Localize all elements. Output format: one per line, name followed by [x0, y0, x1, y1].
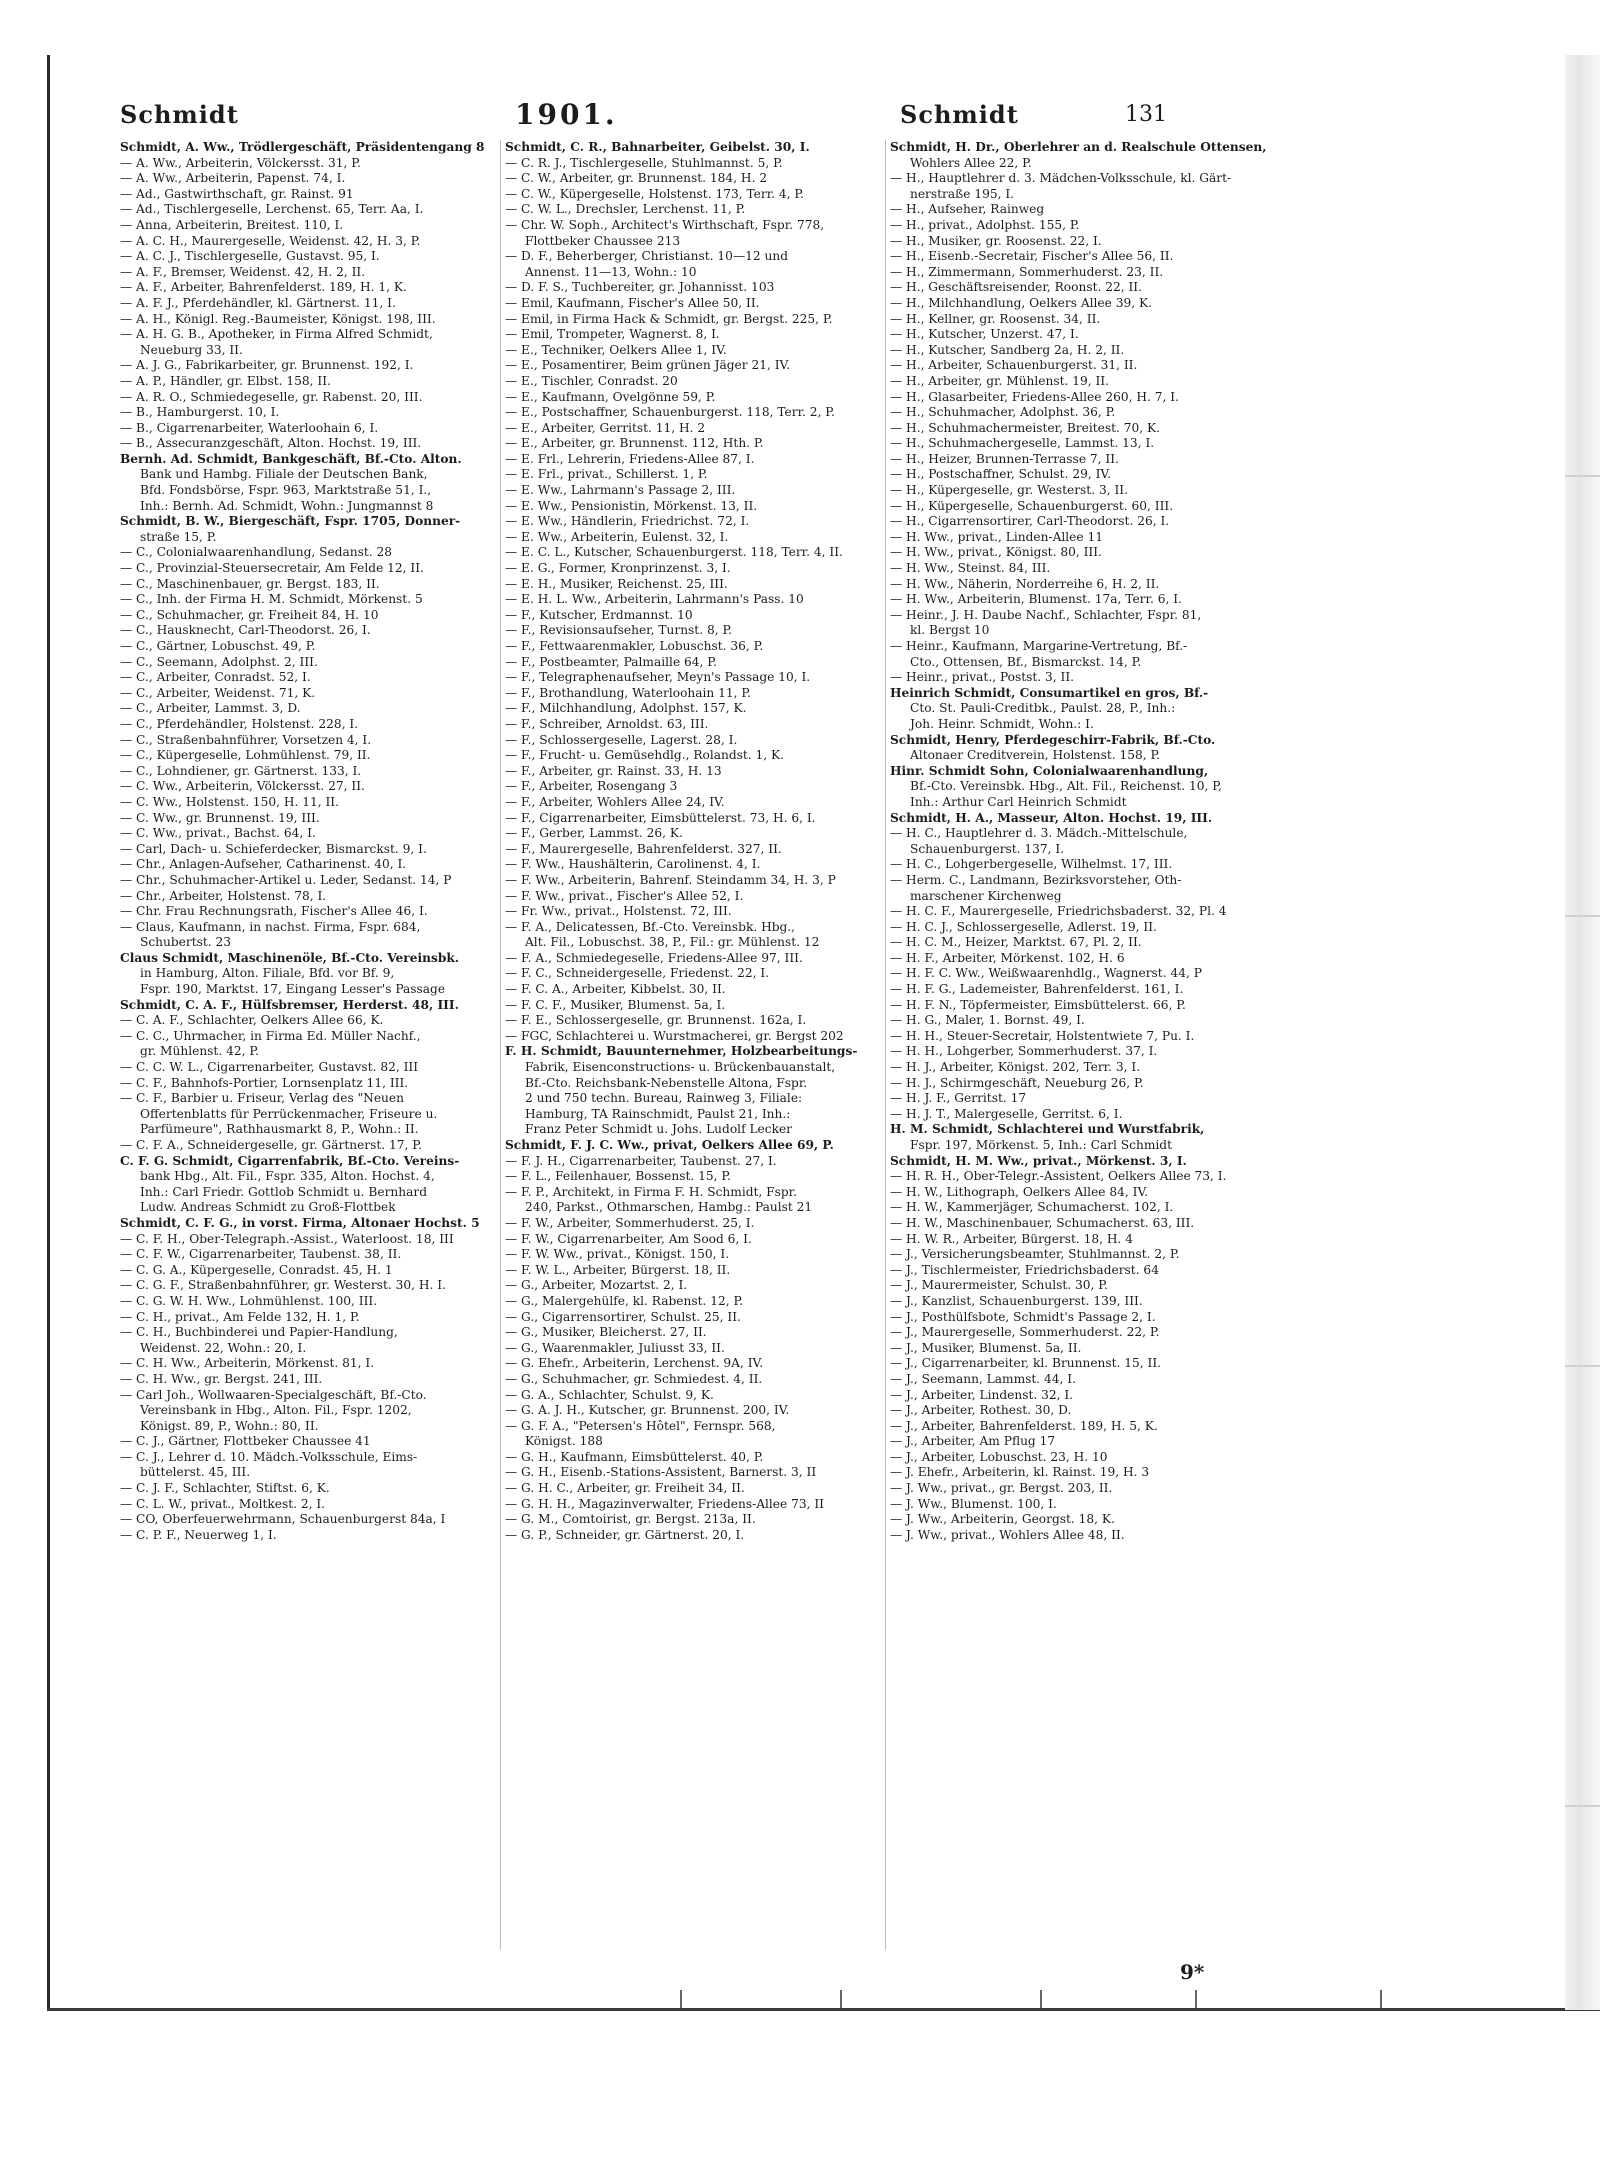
directory-entry: — G. P., Schneider, gr. Gärtnerst. 20, I.	[505, 1527, 745, 1542]
directory-entry-continuation: büttelerst. 45, III.	[140, 1465, 251, 1480]
directory-entry: — B., Assecuranzgeschäft, Alton. Hochst. 19, III.	[120, 436, 422, 451]
directory-entry: — E., Tischler, Conradst. 20	[505, 373, 678, 388]
directory-entry: — J., Arbeiter, Am Pflug 17	[890, 1434, 1056, 1449]
directory-entry-continuation: Wohlers Allee 22, P.	[910, 155, 1032, 170]
directory-column-3	[890, 140, 1270, 1543]
directory-entry: — E., Arbeiter, gr. Brunnenst. 112, Hth. P.	[505, 436, 764, 451]
directory-entry-heading: H. M. Schmidt, Schlachterei und Wurstfabrik,	[890, 1122, 1205, 1137]
directory-entry: — F. A., Delicatessen, Bf.-Cto. Vereinsbk. Hbg.,	[505, 919, 796, 934]
directory-entry: — E. Ww., Pensionistin, Mörkenst. 13, II.	[505, 498, 758, 513]
directory-entry: — Fr. Ww., privat., Holstenst. 72, III.	[505, 904, 732, 919]
directory-entry-heading: Schmidt, A. Ww., Trödlergeschäft, Präsidentengang 8	[120, 140, 485, 154]
directory-entry-heading: Schmidt, C. R., Bahnarbeiter, Geibelst. 30, I.	[505, 140, 810, 154]
directory-entry: — J., Kanzlist, Schauenburgerst. 139, III.	[890, 1293, 1143, 1308]
page-binding-shadow	[1565, 55, 1600, 2010]
directory-entry: — C. F., Barbier u. Friseur, Verlag des "Neuen	[120, 1091, 404, 1106]
directory-entry: — C., Arbeiter, Conradst. 52, I.	[120, 670, 311, 685]
directory-entry: — Heinr., privat., Postst. 3, II.	[890, 670, 1075, 685]
header-year: 1901.	[515, 98, 618, 131]
directory-entry-heading: Bernh. Ad. Schmidt, Bankgeschäft, Bf.-Cto. Alton.	[120, 451, 462, 466]
directory-entry: — H., Eisenb.-Secretair, Fischer's Allee 56, II.	[890, 249, 1174, 264]
directory-entry: — F. C. F., Musiker, Blumenst. 5a, I.	[505, 997, 726, 1012]
column-divider	[500, 140, 501, 1950]
directory-entry: — C. F. H., Ober-Telegraph.-Assist., Waterloost. 18, III	[120, 1231, 454, 1246]
directory-entry: — H. H., Steuer-Secretair, Holstentwiete 7, Pu. I.	[890, 1028, 1195, 1043]
directory-entry: — A. F., Bremser, Weidenst. 42, H. 2, II.	[120, 264, 366, 279]
directory-entry: — H., Heizer, Brunnen-Terrasse 7, II.	[890, 451, 1119, 466]
directory-entry: — J., Tischlermeister, Friedrichsbaderst. 64	[890, 1262, 1159, 1277]
directory-entry: — J., Arbeiter, Rothest. 30, D.	[890, 1403, 1072, 1418]
directory-entry: — G. H. H., Magazinverwalter, Friedens-Allee 73, II	[505, 1496, 824, 1511]
directory-entry: — E., Arbeiter, Gerritst. 11, H. 2	[505, 420, 706, 435]
directory-entry: — E. Ww., Lahrmann's Passage 2, III.	[505, 483, 736, 498]
directory-entry: — H. J. F., Gerritst. 17	[890, 1091, 1027, 1106]
directory-entry: — J., Arbeiter, Lindenst. 32, I.	[890, 1387, 1074, 1402]
directory-entry: — J., Arbeiter, Bahrenfelderst. 189, H. 5, K.	[890, 1418, 1158, 1433]
directory-entry: — H. H., Lohgerber, Sommerhuderst. 37, I.	[890, 1044, 1158, 1059]
directory-entry: — Heinr., J. H. Daube Nachf., Schlachter, Fspr. 81,	[890, 607, 1202, 622]
directory-entry: — J., Arbeiter, Lobuschst. 23, H. 10	[890, 1449, 1108, 1464]
directory-entry-heading: F. H. Schmidt, Bauunternehmer, Holzbearbeitungs-	[505, 1044, 858, 1059]
directory-entry: — C., Colonialwaarenhandlung, Sedanst. 28	[120, 545, 393, 560]
directory-entry: — C. F. A., Schneidergeselle, gr. Gärtnerst. 17, P.	[120, 1138, 422, 1152]
directory-entry-continuation: Franz Peter Schmidt u. Johs. Ludolf Lecker	[525, 1122, 793, 1137]
directory-entry: — G. F. A., "Petersen's Hôtel", Fernspr. 568,	[505, 1418, 776, 1433]
directory-entry: — F. W. Ww., privat., Königst. 150, I.	[505, 1247, 730, 1262]
directory-entry: — C., Gärtner, Lobuschst. 49, P.	[120, 639, 316, 653]
directory-entry: — H., Postschaffner, Schulst. 29, IV.	[890, 467, 1111, 482]
directory-entry-continuation: Fspr. 190, Marktst. 17, Eingang Lesser's Passage	[140, 982, 446, 997]
directory-entry-continuation: Hamburg, TA Rainschmidt, Paulst 21, Inh.:	[525, 1106, 791, 1121]
directory-entry: — A. J. G., Fabrikarbeiter, gr. Brunnenst. 192, I.	[120, 358, 414, 373]
directory-entry: — H. C. F., Maurergeselle, Friedrichsbaderst. 32, Pl. 4	[890, 904, 1227, 919]
directory-entry: — C., Hausknecht, Carl-Theodorst. 26, I.	[120, 623, 371, 638]
directory-entry: — H., Kellner, gr. Roosenst. 34, II.	[890, 311, 1101, 326]
directory-entry: — H. C. J., Schlossergeselle, Adlerst. 19, II.	[890, 919, 1157, 934]
directory-entry: — G., Malergehülfe, kl. Rabenst. 12, P.	[505, 1293, 744, 1308]
directory-entry-continuation: Altonaer Creditverein, Holstenst. 158, P.	[910, 748, 1161, 763]
directory-entry: — FGC, Schlachterei u. Wurstmacherei, gr. Bergst 202	[505, 1028, 844, 1043]
directory-entry: — G., Schuhmacher, gr. Schmiedest. 4, II.	[505, 1371, 763, 1386]
directory-entry-continuation: Cto. St. Pauli-Creditbk., Paulst. 28, P., Inh.:	[910, 701, 1176, 716]
directory-entry: — H., Kutscher, Sandberg 2a, H. 2, II.	[890, 342, 1125, 357]
scan-mark	[1380, 1990, 1382, 2008]
directory-entry: — F. W., Cigarrenarbeiter, Am Sood 6, I.	[505, 1231, 752, 1246]
directory-entry: — H. J., Arbeiter, Königst. 202, Terr. 3, I.	[890, 1060, 1141, 1075]
directory-entry: — C. C. W. L., Cigarrenarbeiter, Gustavst. 82, III	[120, 1060, 419, 1075]
directory-entry: — F. C. A., Arbeiter, Kibbelst. 30, II.	[505, 982, 726, 997]
directory-entry: — H., Cigarrensortirer, Carl-Theodorst. 26, I.	[890, 514, 1170, 529]
header-left-surname: Schmidt	[120, 100, 239, 129]
directory-entry: — H. W. R., Arbeiter, Bürgerst. 18, H. 4	[890, 1231, 1134, 1246]
directory-entry: — G. H., Eisenb.-Stations-Assistent, Barnerst. 3, II	[505, 1465, 817, 1480]
directory-entry: — F., Kutscher, Erdmannst. 10	[505, 607, 693, 622]
directory-entry-continuation: 2 und 750 techn. Bureau, Rainweg 3, Filiale:	[525, 1091, 803, 1106]
directory-entry-continuation: Parfümeure", Rathhausmarkt 8, P., Wohn.: II.	[140, 1122, 419, 1137]
directory-entry: — H. Ww., Arbeiterin, Blumenst. 17a, Terr. 6, I.	[890, 592, 1182, 607]
directory-entry-heading: C. F. G. Schmidt, Cigarrenfabrik, Bf.-Cto. Vereins-	[120, 1153, 460, 1168]
directory-entry-continuation: Offertenblatts für Perrückenmacher, Friseure u.	[140, 1106, 438, 1121]
directory-entry: — Anna, Arbeiterin, Breitest. 110, I.	[120, 217, 344, 232]
directory-entry: — C. Ww., privat., Bachst. 64, I.	[120, 826, 316, 841]
directory-entry-continuation: Vereinsbank in Hbg., Alton. Fil., Fspr. 1202,	[140, 1403, 412, 1418]
directory-entry-continuation: gr. Mühlenst. 42, P.	[140, 1044, 259, 1059]
directory-entry: — H. F., Arbeiter, Mörkenst. 102, H. 6	[890, 950, 1125, 965]
directory-entry: — C. W. L., Drechsler, Lerchenst. 11, P.	[505, 202, 746, 217]
directory-entry: — H., Küpergeselle, Schauenburgerst. 60, III.	[890, 498, 1174, 513]
directory-entry: — A. R. O., Schmiedegeselle, gr. Rabenst. 20, III.	[120, 389, 423, 404]
directory-entry: — J. Ww., privat., gr. Bergst. 203, II.	[890, 1481, 1113, 1496]
directory-entry-heading: Schmidt, B. W., Biergeschäft, Fspr. 1705, Donner-	[120, 514, 461, 529]
directory-entry: — Chr., Anlagen-Aufseher, Catharinenst. 40, I.	[120, 857, 407, 872]
directory-entry: — H., Arbeiter, gr. Mühlenst. 19, II.	[890, 373, 1110, 388]
directory-entry: — C. H. Ww., gr. Bergst. 241, III.	[120, 1371, 323, 1386]
directory-entry-continuation: Neueburg 33, II.	[140, 342, 243, 357]
directory-entry-continuation: kl. Bergst 10	[910, 623, 990, 638]
directory-entry: — D. F. S., Tuchbereiter, gr. Johannisst. 103	[505, 280, 775, 295]
directory-entry-continuation: Joh. Heinr. Schmidt, Wohn.: I.	[910, 716, 1094, 731]
column-divider	[885, 140, 886, 1950]
header-right-surname: Schmidt	[900, 100, 1019, 129]
directory-entry: — C. L. W., privat., Moltkest. 2, I.	[120, 1496, 326, 1511]
directory-entry: — G., Arbeiter, Mozartst. 2, I.	[505, 1278, 688, 1293]
directory-entry-continuation: bank Hbg., Alt. Fil., Fspr. 335, Alton. Hochst. 4,	[140, 1169, 435, 1184]
directory-entry: — E. Frl., Lehrerin, Friedens-Allee 87, I.	[505, 451, 755, 466]
directory-entry: — G., Musiker, Bleicherst. 27, II.	[505, 1325, 707, 1340]
directory-entry: — H., Schuhmachermeister, Breitest. 70, K.	[890, 420, 1160, 435]
directory-entry: — E., Postschaffner, Schauenburgerst. 118, Terr. 2, P.	[505, 405, 835, 420]
directory-entry: — Claus, Kaufmann, in nachst. Firma, Fspr. 684,	[120, 919, 421, 934]
directory-entry: — C. W., Arbeiter, gr. Brunnenst. 184, H. 2	[505, 171, 768, 186]
directory-entry-continuation: Bank und Hambg. Filiale der Deutschen Bank,	[140, 467, 428, 482]
directory-entry: — H. W., Maschinenbauer, Schumacherst. 63, III.	[890, 1215, 1195, 1230]
directory-entry: — C. F., Bahnhofs-Portier, Lornsenplatz 11, III.	[120, 1075, 409, 1090]
directory-entry: — F. P., Architekt, in Firma F. H. Schmidt, Fspr.	[505, 1184, 798, 1199]
directory-entry-continuation: nerstraße 195, I.	[910, 186, 1015, 201]
directory-entry: — J., Musiker, Blumenst. 5a, II.	[890, 1340, 1082, 1355]
directory-entry: — H. F. C. Ww., Weißwaarenhdlg., Wagnerst. 44, P	[890, 966, 1202, 981]
directory-entry: — J. Ww., Arbeiterin, Georgst. 18, K.	[890, 1512, 1115, 1527]
directory-entry-continuation: marschener Kirchenweg	[910, 888, 1062, 903]
directory-column-1	[120, 140, 500, 1543]
directory-entry: — C. Ww., gr. Brunnenst. 19, III.	[120, 810, 320, 825]
directory-entry: — C. A. F., Schlachter, Oelkers Allee 66, K.	[120, 1013, 384, 1028]
directory-entry: — F., Schlossergeselle, Lagerst. 28, I.	[505, 732, 738, 747]
directory-entry-continuation: Bfd. Fondsbörse, Fspr. 963, Marktstraße 51, I.,	[140, 483, 432, 498]
directory-entry: — Chr., Schuhmacher-Artikel u. Leder, Sedanst. 14, P	[120, 872, 452, 887]
directory-entry-heading: Heinrich Schmidt, Consumartikel en gros, Bf.-	[890, 685, 1209, 700]
scan-mark	[680, 1990, 682, 2008]
directory-entry: — F. E., Schlossergeselle, gr. Brunnenst. 162a, I.	[505, 1013, 807, 1028]
directory-entry-continuation: Bf.-Cto. Vereinsbk. Hbg., Alt. Fil., Reichenst. 10, P,	[910, 779, 1222, 794]
directory-entry: — J. Ehefr., Arbeiterin, kl. Rainst. 19, H. 3	[890, 1465, 1150, 1480]
directory-entry: — H. R. H., Ober-Telegr.-Assistent, Oelkers Allee 73, I.	[890, 1169, 1227, 1184]
directory-entry: — A. Ww., Arbeiterin, Völckersst. 31, P.	[120, 155, 361, 170]
directory-entry: — C. G. F., Straßenbahnführer, gr. Westerst. 30, H. I.	[120, 1278, 446, 1293]
directory-entry: — Emil, Trompeter, Wagnerst. 8, I.	[505, 327, 720, 342]
scan-mark	[840, 1990, 842, 2008]
directory-entry: — H. F. G., Lademeister, Bahrenfelderst. 161, I.	[890, 982, 1184, 997]
directory-entry: — F., Arbeiter, Wohlers Allee 24, IV.	[505, 794, 725, 809]
directory-entry: — E. H., Musiker, Reichenst. 25, III.	[505, 576, 728, 591]
directory-entry-heading: Schmidt, H. M. Ww., privat., Mörkenst. 3, I.	[890, 1153, 1187, 1168]
directory-entry: — F. A., Schmiedegeselle, Friedens-Allee 97, III.	[505, 950, 803, 965]
directory-entry: — Herm. C., Landmann, Bezirksvorsteher, Oth-	[890, 872, 1182, 887]
directory-entry: — F. Ww., Arbeiterin, Bahrenf. Steindamm 34, H. 3, P	[505, 872, 836, 887]
directory-entry-continuation: Cto., Ottensen, Bf., Bismarckst. 14, P.	[910, 654, 1142, 669]
directory-entry: — J., Maurergeselle, Sommerhuderst. 22, P.	[890, 1325, 1160, 1340]
directory-entry: — H. F. N., Töpfermeister, Eimsbüttelerst. 66, P.	[890, 997, 1186, 1012]
directory-entry-heading: Schmidt, H. Dr., Oberlehrer an d. Realschule Ottensen,	[890, 140, 1267, 154]
directory-entry: — F., Frucht- u. Gemüsehdlg., Rolandst. 1, K.	[505, 748, 785, 763]
directory-entry-heading: Schmidt, H. A., Masseur, Alton. Hochst. 19, III.	[890, 810, 1213, 825]
scan-mark	[1040, 1990, 1042, 2008]
directory-entry: — B., Hamburgerst. 10, I.	[120, 405, 280, 420]
page-number: 131	[1125, 102, 1167, 127]
directory-entry-continuation: Schauenburgerst. 137, I.	[910, 841, 1065, 856]
directory-entry: — C., Inh. der Firma H. M. Schmidt, Mörkenst. 5	[120, 592, 423, 607]
directory-entry: — F. Ww., privat., Fischer's Allee 52, I.	[505, 888, 744, 903]
directory-entry: — E., Kaufmann, Ovelgönne 59, P.	[505, 389, 716, 404]
directory-entry: — C., Pferdehändler, Holstenst. 228, I.	[120, 716, 359, 731]
directory-entry: — Chr. W. Soph., Architect's Wirthschaft, Fspr. 778,	[505, 217, 825, 232]
directory-entry: — G. A., Schlachter, Schulst. 9, K.	[505, 1387, 714, 1402]
directory-entry-continuation: in Hamburg, Alton. Filiale, Bfd. vor Bf. 9,	[140, 966, 395, 981]
directory-entry: — C. G. W. H. Ww., Lohmühlenst. 100, III.	[120, 1293, 378, 1308]
directory-entry: — A. F. J., Pferdehändler, kl. Gärtnerst. 11, I.	[120, 295, 396, 310]
directory-entry: — F., Telegraphenaufseher, Meyn's Passage 10, I.	[505, 670, 811, 685]
directory-entry: — H., Schuhmacher, Adolphst. 36, P.	[890, 405, 1116, 420]
directory-entry: — H. C., Hauptlehrer d. 3. Mädch.-Mittelschule,	[890, 826, 1188, 841]
directory-entry: — H. Ww., privat., Linden-Allee 11	[890, 529, 1103, 544]
directory-entry: — C. J. F., Schlachter, Stiftst. 6, K.	[120, 1481, 330, 1496]
directory-entry-continuation: Bf.-Cto. Reichsbank-Nebenstelle Altona, Fspr.	[525, 1075, 808, 1090]
directory-entry: — J. Ww., privat., Wohlers Allee 48, II.	[890, 1527, 1125, 1542]
directory-entry: — H. W., Lithograph, Oelkers Allee 84, IV.	[890, 1184, 1148, 1199]
directory-entry: — E., Techniker, Oelkers Allee 1, IV.	[505, 342, 727, 357]
directory-entry-heading: Schmidt, C. F. G., in vorst. Firma, Altonaer Hochst. 5	[120, 1215, 480, 1230]
directory-entry: — F., Fettwaarenmakler, Lobuschst. 36, P.	[505, 639, 764, 653]
directory-entry: — H. Ww., Näherin, Norderreihe 6, H. 2, II.	[890, 576, 1160, 591]
directory-entry: — Carl Joh., Wollwaaren-Specialgeschäft, Bf.-Cto.	[120, 1387, 427, 1402]
directory-entry: — C. G. A., Küpergeselle, Conradst. 45, H. 1	[120, 1262, 393, 1277]
directory-entry: — C. Ww., Arbeiterin, Völckersst. 27, II.	[120, 779, 365, 794]
directory-entry: — G. M., Comtoirist, gr. Bergst. 213a, II.	[505, 1512, 756, 1527]
directory-entry: — H. W., Kammerjäger, Schumacherst. 102, I.	[890, 1200, 1174, 1215]
directory-entry-continuation: straße 15, P.	[140, 529, 217, 544]
directory-entry: — C. J., Lehrer d. 10. Mädch.-Volksschule, Eims-	[120, 1449, 418, 1464]
directory-entry: — H., Musiker, gr. Roosenst. 22, I.	[890, 233, 1102, 248]
directory-entry: — E. Ww., Arbeiterin, Eulenst. 32, I.	[505, 529, 729, 544]
directory-entry: — A. F., Arbeiter, Bahrenfelderst. 189, H. 1, K.	[120, 280, 407, 295]
directory-entry: — J. Ww., Blumenst. 100, I.	[890, 1496, 1057, 1511]
directory-entry: — F., Maurergeselle, Bahrenfelderst. 327, II.	[505, 841, 782, 856]
directory-entry-continuation: Annenst. 11—13, Wohn.: 10	[525, 264, 697, 279]
directory-entry: — H. J. T., Malergeselle, Gerritst. 6, I.	[890, 1106, 1123, 1121]
directory-entry-continuation: Inh.: Bernh. Ad. Schmidt, Wohn.: Jungmannst 8	[140, 498, 434, 513]
directory-entry: — H. J., Schirmgeschäft, Neueburg 26, P.	[890, 1075, 1144, 1090]
directory-entry: — C. P. F., Neuerweg 1, I.	[120, 1527, 277, 1542]
directory-entry: — J., Posthülfsbote, Schmidt's Passage 2, I.	[890, 1309, 1156, 1324]
directory-entry-heading: Hinr. Schmidt Sohn, Colonialwaarenhandlung,	[890, 763, 1209, 778]
directory-entry: — F., Postbeamter, Palmaille 64, P.	[505, 654, 717, 669]
directory-entry: — E. Frl., privat., Schillerst. 1, P.	[505, 467, 708, 482]
directory-entry: — A. C. H., Maurergeselle, Weidenst. 42, H. 3, P.	[120, 233, 421, 248]
directory-entry: — A. C. J., Tischlergeselle, Gustavst. 95, I.	[120, 249, 380, 264]
directory-entry: — F., Revisionsaufseher, Turnst. 8, P.	[505, 623, 733, 638]
directory-entry: — Chr. Frau Rechnungsrath, Fischer's Allee 46, I.	[120, 904, 428, 919]
directory-entry-heading: Claus Schmidt, Maschinenöle, Bf.-Cto. Vereinsbk.	[120, 950, 460, 965]
directory-entry: — C., Arbeiter, Weidenst. 71, K.	[120, 685, 316, 700]
directory-entry: — E., Posamentirer, Beim grünen Jäger 21, IV.	[505, 358, 791, 373]
directory-entry-continuation: Alt. Fil., Lobuschst. 38, P., Fil.: gr. Mühlenst. 12	[525, 935, 820, 950]
directory-entry-continuation: Fspr. 197, Mörkenst. 5, Inh.: Carl Schmidt	[910, 1138, 1172, 1152]
directory-entry: — C. H., privat., Am Felde 132, H. 1, P.	[120, 1309, 360, 1324]
directory-entry: — Heinr., Kaufmann, Margarine-Vertretung, Bf.-	[890, 639, 1188, 653]
directory-entry-continuation: Flottbeker Chaussee 213	[525, 233, 681, 248]
directory-entry: — H., Aufseher, Rainweg	[890, 202, 1045, 217]
directory-entry: — H., Küpergeselle, gr. Westerst. 3, II.	[890, 483, 1128, 498]
directory-entry: — G., Waarenmakler, Juliusst 33, II.	[505, 1340, 725, 1355]
directory-entry: — B., Cigarrenarbeiter, Waterloohain 6, I.	[120, 420, 379, 435]
directory-entry: — F., Cigarrenarbeiter, Eimsbüttelerst. 73, H. 6, I.	[505, 810, 816, 825]
directory-entry: — H., Geschäftsreisender, Roonst. 22, II.	[890, 280, 1142, 295]
directory-entry: — E. H. L. Ww., Arbeiterin, Lahrmann's Pass. 10	[505, 592, 804, 607]
directory-entry: — Ad., Gastwirthschaft, gr. Rainst. 91	[120, 186, 354, 201]
directory-entry: — E. Ww., Händlerin, Friedrichst. 72, I.	[505, 514, 750, 529]
scan-mark	[1195, 1990, 1197, 2008]
directory-entry: — G. Ehefr., Arbeiterin, Lerchenst. 9A, IV.	[505, 1356, 764, 1371]
directory-entry: — Ad., Tischlergeselle, Lerchenst. 65, Terr. Aa, I.	[120, 202, 424, 217]
directory-entry: — F., Schreiber, Arnoldst. 63, III.	[505, 716, 709, 731]
directory-entry: — F., Brothandlung, Waterloohain 11, P.	[505, 685, 752, 700]
directory-entry: — F. J. H., Cigarrenarbeiter, Taubenst. 27, I.	[505, 1153, 777, 1168]
directory-entry: — J., Cigarrenarbeiter, kl. Brunnenst. 15, II.	[890, 1356, 1162, 1371]
directory-entry: — H., Zimmermann, Sommerhuderst. 23, II.	[890, 264, 1164, 279]
directory-entry: — J., Seemann, Lammst. 44, I.	[890, 1371, 1076, 1386]
page-left-edge	[47, 55, 50, 2010]
directory-entry: — C., Seemann, Adolphst. 2, III.	[120, 654, 318, 669]
directory-entry-heading: Schmidt, F. J. C. Ww., privat, Oelkers Allee 69, P.	[505, 1138, 834, 1152]
directory-entry: — C. Ww., Holstenst. 150, H. 11, II.	[120, 794, 339, 809]
directory-entry: — CO, Oberfeuerwehrmann, Schauenburgerst 84a, I	[120, 1512, 446, 1527]
directory-entry: — D. F., Beherberger, Christianst. 10—12 und	[505, 249, 789, 264]
directory-entry: — A. Ww., Arbeiterin, Papenst. 74, I.	[120, 171, 346, 186]
directory-entry-continuation: Ludw. Andreas Schmidt zu Groß-Flottbek	[140, 1200, 396, 1215]
directory-entry: — J., Maurermeister, Schulst. 30, P.	[890, 1278, 1108, 1293]
directory-entry: — H., Kutscher, Unzerst. 47, I.	[890, 327, 1079, 342]
directory-entry: — E. C. L., Kutscher, Schauenburgerst. 118, Terr. 4, II.	[505, 545, 843, 560]
directory-entry: — C. C., Uhrmacher, in Firma Ed. Müller Nachf.,	[120, 1028, 421, 1043]
page-bottom-edge	[47, 2008, 1600, 2011]
directory-entry: — C. W., Küpergeselle, Holstenst. 173, Terr. 4, P.	[505, 186, 805, 201]
directory-entry: — G. A. J. H., Kutscher, gr. Brunnenst. 200, IV.	[505, 1403, 790, 1418]
directory-entry: — H. Ww., Steinst. 84, III.	[890, 561, 1051, 576]
directory-entry: — C. J., Gärtner, Flottbeker Chaussee 41	[120, 1434, 371, 1449]
directory-entry: — H. G., Maler, 1. Bornst. 49, I.	[890, 1013, 1085, 1028]
directory-entry-heading: Schmidt, C. A. F., Hülfsbremser, Herderst. 48, III.	[120, 997, 459, 1012]
directory-entry: — C. H. Ww., Arbeiterin, Mörkenst. 81, I.	[120, 1356, 375, 1371]
directory-entry: — A. P., Händler, gr. Elbst. 158, II.	[120, 373, 331, 388]
directory-entry-continuation: Weidenst. 22, Wohn.: 20, I.	[140, 1340, 307, 1355]
directory-entry-continuation: Inh.: Carl Friedr. Gottlob Schmidt u. Bernhard	[140, 1184, 427, 1199]
directory-entry: — H., Schuhmachergeselle, Lammst. 13, I.	[890, 436, 1155, 451]
directory-entry: — C., Maschinenbauer, gr. Bergst. 183, II.	[120, 576, 380, 591]
directory-entry: — F. W., Arbeiter, Sommerhuderst. 25, I.	[505, 1215, 755, 1230]
printer-signature: 9*	[1180, 1960, 1205, 1984]
directory-entry-continuation: Schubertst. 23	[140, 935, 232, 950]
directory-entry-continuation: Fabrik, Eisenconstructions- u. Brückenbauanstalt,	[525, 1060, 836, 1075]
directory-entry: — F., Arbeiter, Rosengang 3	[505, 779, 678, 794]
directory-entry-continuation: Königst. 188	[525, 1434, 603, 1449]
directory-entry: — C., Lohndiener, gr. Gärtnerst. 133, I.	[120, 763, 362, 778]
directory-entry: — F. C., Schneidergeselle, Friedenst. 22, I.	[505, 966, 770, 981]
directory-entry: — Emil, in Firma Hack & Schmidt, gr. Bergst. 225, P.	[505, 311, 833, 326]
directory-entry-heading: Schmidt, Henry, Pferdegeschirr-Fabrik, Bf.-Cto.	[890, 732, 1216, 747]
directory-entry: — F. Ww., Haushälterin, Carolinenst. 4, I.	[505, 857, 761, 872]
directory-entry-continuation: 240, Parkst., Othmarschen, Hambg.: Paulst 21	[525, 1200, 813, 1215]
directory-entry: — H., Arbeiter, Schauenburgerst. 31, II.	[890, 358, 1138, 373]
directory-entry: — F., Arbeiter, gr. Rainst. 33, H. 13	[505, 763, 722, 778]
directory-entry: — H., Milchhandlung, Oelkers Allee 39, K.	[890, 295, 1152, 310]
directory-entry: — H. C., Lohgerbergeselle, Wilhelmst. 17, III.	[890, 857, 1173, 872]
directory-entry: — C. H., Buchbinderei und Papier-Handlung,	[120, 1325, 398, 1340]
directory-entry: — H. Ww., privat., Königst. 80, III.	[890, 545, 1102, 560]
directory-entry: — C., Arbeiter, Lammst. 3, D.	[120, 701, 301, 716]
directory-entry: — C., Provinzial-Steuersecretair, Am Felde 12, II.	[120, 561, 424, 576]
directory-entry: — A. H., Königl. Reg.-Baumeister, Königst. 198, III.	[120, 311, 436, 326]
directory-entry: — C., Küpergeselle, Lohmühlenst. 79, II.	[120, 748, 371, 763]
directory-entry: — G. H., Kaufmann, Eimsbüttelerst. 40, P.	[505, 1449, 764, 1464]
directory-entry: — Chr., Arbeiter, Holstenst. 78, I.	[120, 888, 327, 903]
directory-column-2	[505, 140, 885, 1543]
directory-entry: — C. F. W., Cigarrenarbeiter, Taubenst. 38, II.	[120, 1247, 402, 1262]
directory-entry: — F. W. L., Arbeiter, Bürgerst. 18, II.	[505, 1262, 731, 1277]
directory-entry: — Emil, Kaufmann, Fischer's Allee 50, II.	[505, 295, 760, 310]
directory-entry: — C., Straßenbahnführer, Vorsetzen 4, I.	[120, 732, 372, 747]
directory-entry-continuation: Königst. 89, P., Wohn.: 80, II.	[140, 1418, 319, 1433]
directory-entry: — G., Cigarrensortirer, Schulst. 25, II.	[505, 1309, 741, 1324]
directory-entry: — C., Schuhmacher, gr. Freiheit 84, H. 10	[120, 607, 379, 622]
directory-entry: — E. G., Former, Kronprinzenst. 3, I.	[505, 561, 731, 576]
directory-entry: — Carl, Dach- u. Schieferdecker, Bismarckst. 9, I.	[120, 841, 427, 856]
directory-entry: — H., privat., Adolphst. 155, P.	[890, 217, 1080, 232]
directory-entry: — H., Glasarbeiter, Friedens-Allee 260, H. 7, I.	[890, 389, 1179, 404]
directory-entry: — C. R. J., Tischlergeselle, Stuhlmannst. 5, P.	[505, 155, 783, 170]
directory-entry: — F., Milchhandlung, Adolphst. 157, K.	[505, 701, 747, 716]
directory-entry: — J., Versicherungsbeamter, Stuhlmannst. 2, P.	[890, 1247, 1180, 1262]
directory-entry: — F., Gerber, Lammst. 26, K.	[505, 826, 683, 841]
directory-entry-continuation: Inh.: Arthur Carl Heinrich Schmidt	[910, 794, 1127, 809]
directory-entry: — F. L., Feilenhauer, Bossenst. 15, P.	[505, 1169, 731, 1184]
directory-entry: — A. H. G. B., Apotheker, in Firma Alfred Schmidt,	[120, 327, 433, 342]
directory-entry: — G. H. C., Arbeiter, gr. Freiheit 34, II.	[505, 1481, 745, 1496]
directory-entry: — H. C. M., Heizer, Marktst. 67, Pl. 2, II.	[890, 935, 1142, 950]
directory-entry: — H., Hauptlehrer d. 3. Mädchen-Volksschule, kl. Gärt-	[890, 171, 1232, 186]
